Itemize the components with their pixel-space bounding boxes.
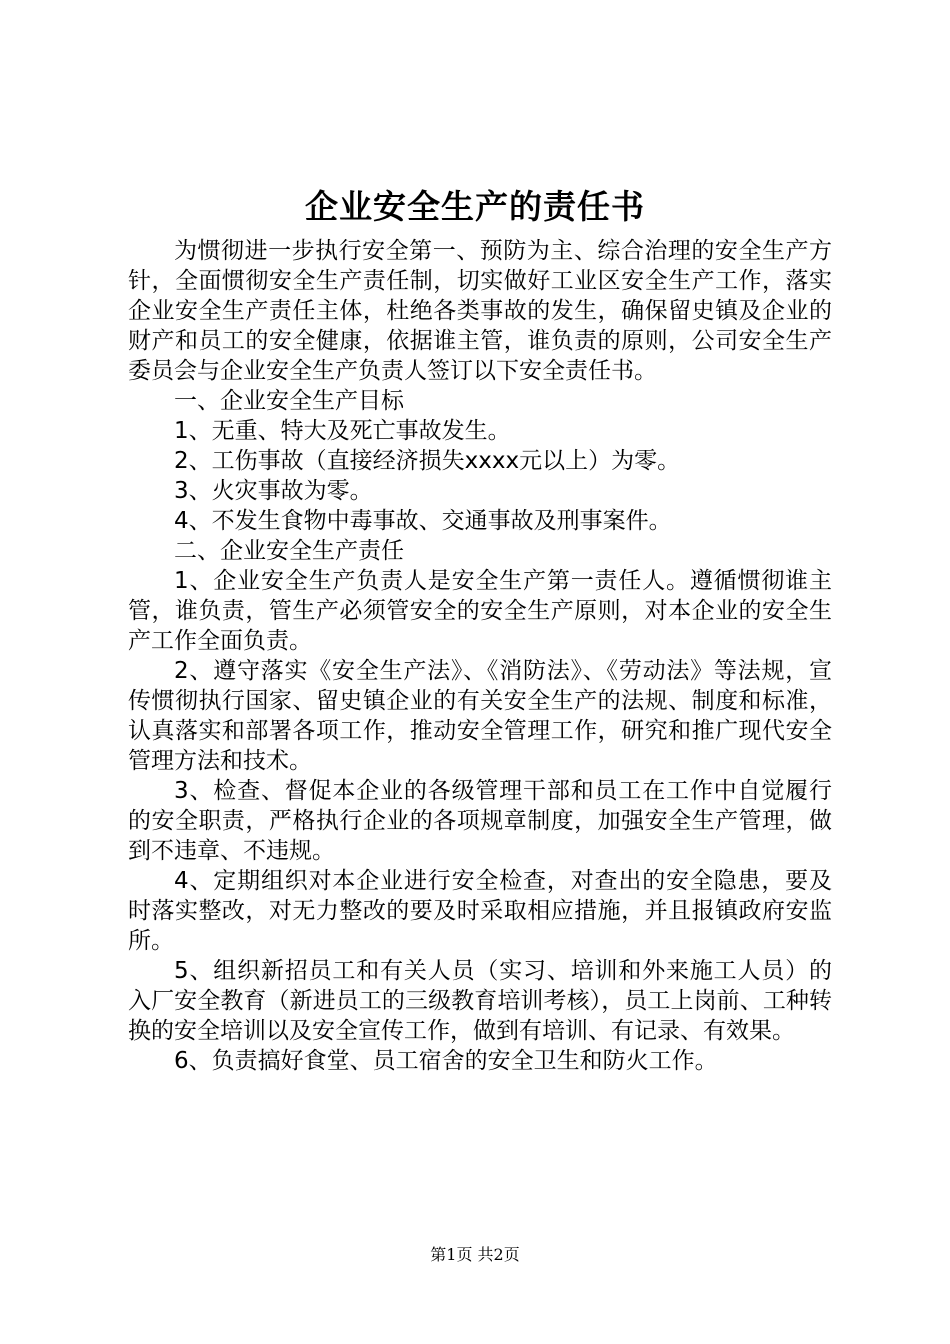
document-title: 企业安全生产的责任书 — [305, 187, 645, 226]
goal-item: 2、工伤事故（直接经济损失xxxx元以上）为零。 — [174, 448, 681, 474]
goal-item: 3、火灾事故为零。 — [174, 478, 373, 504]
responsibility-item: 5、组织新招员工和有关人员（实习、培训和外来施工人员）的入厂安全教育（新进员工的三级教育培训考核），员工上岗前、工种转换的安全培训以及安全宣传工作，做到有培训、有记录、有效果。 — [128, 958, 832, 1044]
responsibility-item: 3、检查、督促本企业的各级管理干部和员工在工作中自觉履行的安全职责，严格执行企业的各项规章制度，加强安全生产管理，做到不违章、不违规。 — [128, 778, 832, 864]
responsibility-item: 4、定期组织对本企业进行安全检查，对查出的安全隐患，要及时落实整改，对无力整改的要及时采取相应措施，并且报镇政府安监所。 — [128, 868, 832, 954]
document-body — [128, 236, 832, 1076]
responsibility-item: 1、企业安全生产负责人是安全生产第一责任人。遵循惯彻谁主管，谁负责，管生产必须管安全的安全生产原则，对本企业的安全生产工作全面负责。 — [128, 568, 832, 654]
intro-paragraph: 为惯彻进一步执行安全第一、预防为主、综合治理的安全生产方针，全面惯彻安全生产责任制，切实做好工业区安全生产工作，落实企业安全生产责任主体，杜绝各类事故的发生，确保留史镇及企业的财产和员工的安全健康，依据谁主管，谁负责的原则，公司安全生产委员会与企业安全生产负责人签订以下安全责任书。 — [128, 238, 832, 384]
section-heading-responsibilities: 二、企业安全生产责任 — [174, 538, 404, 564]
goal-item: 4、不发生食物中毒事故、交通事故及刑事案件。 — [174, 508, 672, 534]
goal-item: 1、无重、特大及死亡事故发生。 — [174, 418, 511, 444]
responsibility-item: 6、负责搞好食堂、员工宿舍的安全卫生和防火工作。 — [174, 1048, 718, 1074]
section-heading-goals: 一、企业安全生产目标 — [174, 388, 404, 414]
page-footer: 第1页 共2页 — [430, 1245, 520, 1264]
responsibility-item: 2、遵守落实《安全生产法》、《消防法》、《劳动法》等法规，宣传惯彻执行国家、留史镇企业的有关安全生产的法规、制度和标准，认真落实和部署各项工作，推动安全管理工作，研究和推广现代安全管理方法和技术。 — [128, 658, 832, 774]
